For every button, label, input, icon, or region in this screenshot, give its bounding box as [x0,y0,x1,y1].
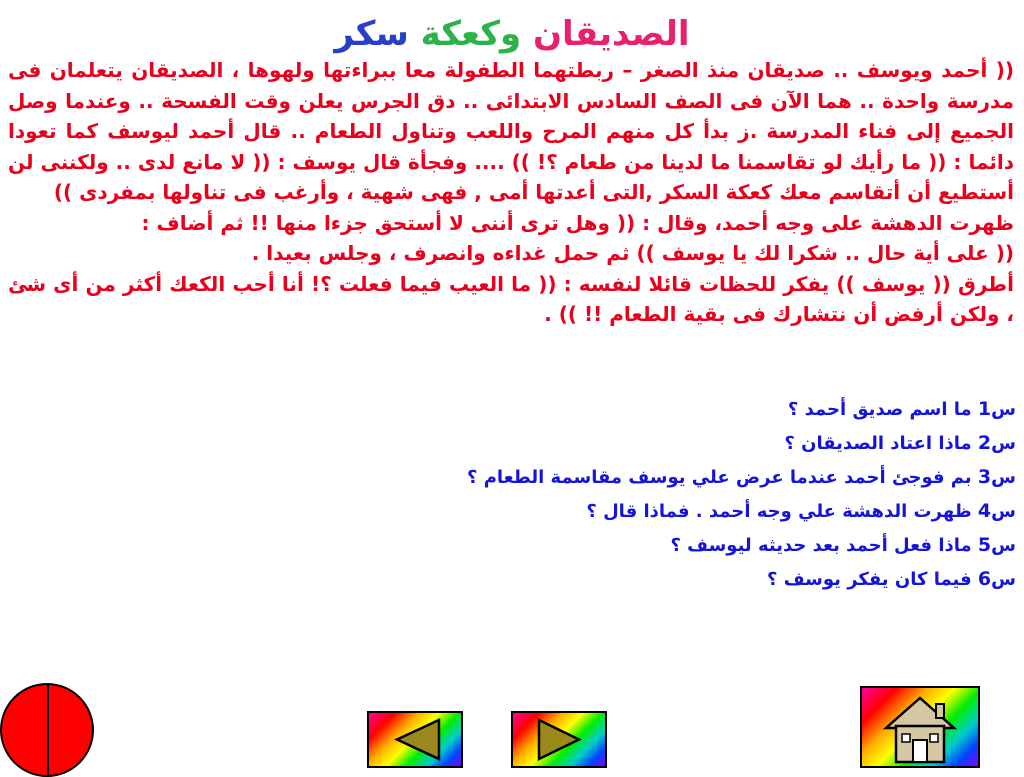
triangle-left-icon [369,713,461,766]
story-paragraph-3: (( على أية حال .. شكرا لك يا يوسف )) ثم حمل غداءه وانصرف ، وجلس بعيدا . [251,241,1014,265]
prev-button[interactable] [367,711,463,768]
question-4: س4 ظهرت الدهشة علي وجه أحمد . فماذا قال ؟ [586,500,1016,522]
title-word-and-cake: وكعكة [420,14,522,54]
house-icon [862,688,978,766]
story-text [8,55,1014,330]
question-3: س3 بم فوجئ أحمد عندما عرض علي يوسف مقاسمة الطعام ؟ [466,466,1016,488]
questions-list [8,392,1016,596]
title-word-sugar: سكر [334,14,409,54]
circle-divider [47,685,49,775]
story-paragraph-2: ظهرت الدهشة على وجه أحمد، وقال : (( وهل ترى أننى لا أستحق جزءا منها !! ثم أضاف : [141,210,1014,235]
page-title [0,12,1024,56]
red-circle-icon[interactable] [0,683,94,777]
question-2: س2 ماذا اعتاد الصديقان ؟ [784,432,1016,454]
home-button[interactable] [860,686,980,768]
story-paragraph-4: أطرق (( يوسف )) يفكر للحظات قائلا لنفسه : (( ما العيب فيما فعلت ؟! أنا أحب الكعك أكثر من أى شئ ، ولكن أرفض أن نتشارك فى بقية الطعام !! )) . [8,271,1014,326]
next-button[interactable] [511,711,607,768]
title-word-friends: الصديقان [532,14,690,54]
story-paragraph-1: (( أحمد ويوسف .. صديقان منذ الصغر – ربطتهما الطفولة معا ببراءتها ولهوها ، الصديقان يتعلمان فى مدرسة واحدة .. هما الآن فى الصف السادس الابتدائى .. دق الجرس يعلن وقت الفسحة .. وعندما وصل الجميع إلى فناء المدرسة .ز بدأ كل منهم المرح واللعب وتناول الطعام .. قال أحمد ليوسف كما تعودا دائما : (( ما رأيك لو تقاسمنا ما لدينا من طعام ؟! )) .... وفجأة قال يوسف : (( لا مانع لدى .. ولكننى لن أستطيع أن أتقاسم معك كعكة السكر ,التى أعدتها أمى , فهى شهية ، وأرغب فى تناولها بمفردى )) [8,58,1014,204]
triangle-right-icon [513,713,605,766]
question-1: س1 ما اسم صديق أحمد ؟ [787,398,1016,420]
question-5: س5 ماذا فعل أحمد بعد حديثه ليوسف ؟ [670,534,1016,556]
question-6: س6 فيما كان يفكر يوسف ؟ [767,568,1016,590]
